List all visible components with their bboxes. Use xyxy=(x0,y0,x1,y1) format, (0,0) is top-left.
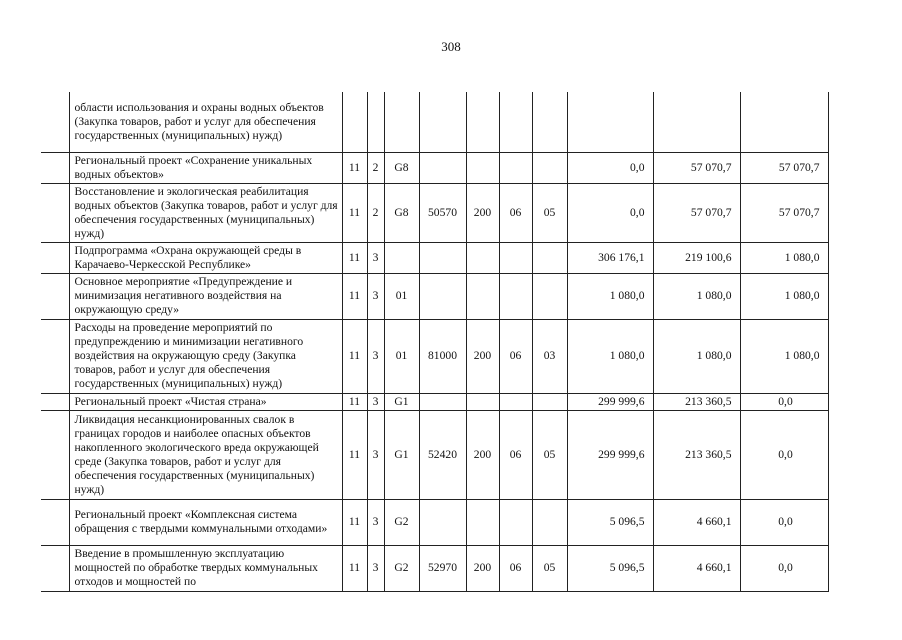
code-event: G8 xyxy=(384,183,419,242)
table-row xyxy=(41,152,828,183)
row-description: Региональный проект «Комплексная система обращения с твердыми коммунальными отходами» xyxy=(69,499,342,545)
code-subsection xyxy=(532,499,567,545)
amount-1: 5 096,5 xyxy=(567,545,653,591)
code-subprogram: 3 xyxy=(367,545,384,591)
amount-2 xyxy=(653,92,740,152)
code-subprogram: 2 xyxy=(367,183,384,242)
code-program: 11 xyxy=(342,545,367,591)
amount-3: 0,0 xyxy=(740,499,828,545)
code-event: 01 xyxy=(384,273,419,319)
row-margin-cell xyxy=(41,152,69,183)
code-expense-type xyxy=(466,242,499,273)
row-margin-cell xyxy=(41,319,69,393)
code-section xyxy=(499,499,532,545)
code-program: 11 xyxy=(342,183,367,242)
row-margin-cell xyxy=(41,545,69,591)
amount-3 xyxy=(740,92,828,152)
code-direction xyxy=(419,393,466,410)
table-row xyxy=(41,499,828,545)
code-direction: 50570 xyxy=(419,183,466,242)
row-description: Восстановление и экологическая реабилитация водных объектов (Закупка товаров, работ и услуг для обеспечения государственных (муниципальных) нужд) xyxy=(69,183,342,242)
amount-3: 1 080,0 xyxy=(740,273,828,319)
amount-1: 1 080,0 xyxy=(567,319,653,393)
code-event: G1 xyxy=(384,410,419,499)
budget-table xyxy=(41,92,829,592)
amount-1: 299 999,6 xyxy=(567,410,653,499)
code-subsection xyxy=(532,92,567,152)
row-description: Основное мероприятие «Предупреждение и минимизация негативного воздействия на окружающую среду» xyxy=(69,273,342,319)
row-margin-cell xyxy=(41,242,69,273)
row-description: области использования и охраны водных объектов (Закупка товаров, работ и услуг для обеспечения государственных (муниципальных) нужд) xyxy=(69,92,342,152)
code-section: 06 xyxy=(499,410,532,499)
code-direction: 52420 xyxy=(419,410,466,499)
code-section xyxy=(499,393,532,410)
code-section xyxy=(499,92,532,152)
amount-1: 299 999,6 xyxy=(567,393,653,410)
code-subprogram: 3 xyxy=(367,273,384,319)
table-row xyxy=(41,273,828,319)
amount-3: 0,0 xyxy=(740,410,828,499)
amount-2: 219 100,6 xyxy=(653,242,740,273)
amount-3: 1 080,0 xyxy=(740,242,828,273)
code-direction: 81000 xyxy=(419,319,466,393)
amount-1: 5 096,5 xyxy=(567,499,653,545)
code-subprogram: 3 xyxy=(367,410,384,499)
code-expense-type xyxy=(466,273,499,319)
code-expense-type xyxy=(466,92,499,152)
code-program: 11 xyxy=(342,499,367,545)
amount-2: 57 070,7 xyxy=(653,183,740,242)
code-event: G2 xyxy=(384,545,419,591)
code-program: 11 xyxy=(342,242,367,273)
code-direction: 52970 xyxy=(419,545,466,591)
amount-2: 213 360,5 xyxy=(653,410,740,499)
code-program xyxy=(342,92,367,152)
row-margin-cell xyxy=(41,393,69,410)
amount-2: 57 070,7 xyxy=(653,152,740,183)
code-expense-type xyxy=(466,152,499,183)
page-number: 308 xyxy=(441,39,461,54)
code-section: 06 xyxy=(499,319,532,393)
amount-2: 1 080,0 xyxy=(653,319,740,393)
code-subsection: 05 xyxy=(532,545,567,591)
code-section xyxy=(499,242,532,273)
code-event xyxy=(384,242,419,273)
table-row xyxy=(41,183,828,242)
code-event: G2 xyxy=(384,499,419,545)
row-description: Расходы на проведение мероприятий по предупреждению и минимизации негативного воздействия на окружающую среду (Закупка товаров, работ и услуг для обеспечения государственных (муниципальных) нужд) xyxy=(69,319,342,393)
code-subsection xyxy=(532,393,567,410)
code-direction xyxy=(419,152,466,183)
code-event: 01 xyxy=(384,319,419,393)
row-description: Подпрограмма «Охрана окружающей среды в Карачаево-Черкесской Республике» xyxy=(69,242,342,273)
row-margin-cell xyxy=(41,273,69,319)
code-program: 11 xyxy=(342,152,367,183)
row-description: Региональный проект «Сохранение уникальных водных объектов» xyxy=(69,152,342,183)
amount-2: 4 660,1 xyxy=(653,499,740,545)
amount-3: 1 080,0 xyxy=(740,319,828,393)
code-subprogram: 3 xyxy=(367,499,384,545)
code-subsection: 05 xyxy=(532,183,567,242)
table-row xyxy=(41,393,828,410)
code-subsection xyxy=(532,242,567,273)
row-description: Введение в промышленную эксплуатацию мощностей по обработке твердых коммунальных отходов и мощностей по xyxy=(69,545,342,591)
amount-1: 0,0 xyxy=(567,152,653,183)
code-program: 11 xyxy=(342,319,367,393)
code-program: 11 xyxy=(342,273,367,319)
amount-1: 0,0 xyxy=(567,183,653,242)
code-section: 06 xyxy=(499,545,532,591)
amount-1 xyxy=(567,92,653,152)
code-program: 11 xyxy=(342,410,367,499)
code-event: G1 xyxy=(384,393,419,410)
row-margin-cell xyxy=(41,499,69,545)
table-row xyxy=(41,242,828,273)
code-direction xyxy=(419,242,466,273)
code-subprogram: 3 xyxy=(367,319,384,393)
code-subprogram xyxy=(367,92,384,152)
code-subprogram: 3 xyxy=(367,393,384,410)
code-section: 06 xyxy=(499,183,532,242)
row-margin-cell xyxy=(41,183,69,242)
code-event: G8 xyxy=(384,152,419,183)
code-expense-type xyxy=(466,393,499,410)
code-event xyxy=(384,92,419,152)
table-row xyxy=(41,92,828,152)
amount-2: 1 080,0 xyxy=(653,273,740,319)
amount-2: 213 360,5 xyxy=(653,393,740,410)
code-subsection xyxy=(532,152,567,183)
amount-3: 0,0 xyxy=(740,545,828,591)
row-margin-cell xyxy=(41,410,69,499)
code-expense-type: 200 xyxy=(466,319,499,393)
row-margin-cell xyxy=(41,92,69,152)
amount-3: 0,0 xyxy=(740,393,828,410)
amount-3: 57 070,7 xyxy=(740,183,828,242)
code-subprogram: 3 xyxy=(367,242,384,273)
code-direction xyxy=(419,499,466,545)
code-subsection: 05 xyxy=(532,410,567,499)
code-program: 11 xyxy=(342,393,367,410)
table-row xyxy=(41,410,828,499)
amount-1: 1 080,0 xyxy=(567,273,653,319)
row-description: Ликвидация несанкционированных свалок в границах городов и наиболее опасных объектов накопленного экологического вреда окружающей среде (Закупка товаров, работ и услуг для обеспечения государственных (муниципальных) нужд) xyxy=(69,410,342,499)
code-expense-type xyxy=(466,499,499,545)
table-row xyxy=(41,545,828,591)
code-direction xyxy=(419,92,466,152)
code-expense-type: 200 xyxy=(466,410,499,499)
code-expense-type: 200 xyxy=(466,545,499,591)
amount-3: 57 070,7 xyxy=(740,152,828,183)
code-subsection xyxy=(532,273,567,319)
code-subsection: 03 xyxy=(532,319,567,393)
table-row xyxy=(41,319,828,393)
code-section xyxy=(499,152,532,183)
code-expense-type: 200 xyxy=(466,183,499,242)
code-subprogram: 2 xyxy=(367,152,384,183)
amount-1: 306 176,1 xyxy=(567,242,653,273)
code-section xyxy=(499,273,532,319)
amount-2: 4 660,1 xyxy=(653,545,740,591)
code-direction xyxy=(419,273,466,319)
row-description: Региональный проект «Чистая страна» xyxy=(69,393,342,410)
